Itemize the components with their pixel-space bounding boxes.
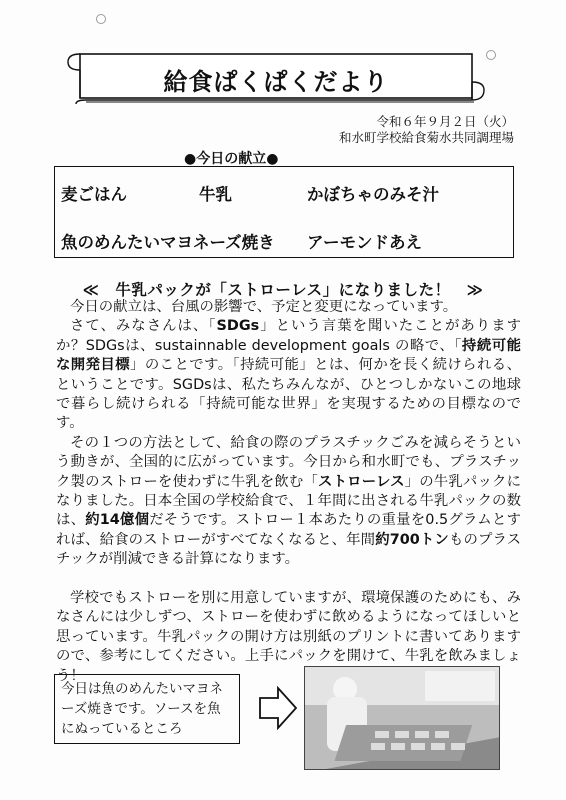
title-banner [66, 48, 486, 108]
text-span: 」という言葉を聞いたことがありますか？SDGsは、sustainnable development goals の略で、「 [56, 318, 521, 354]
newsletter-title: 給食ぱくぱくだより [163, 68, 389, 96]
text-span: さて、みなさんは、「 [70, 318, 217, 335]
article-title: ≪ 牛乳パックが「ストローレス」になりました！ ≫ [82, 281, 484, 299]
menu-heading: ●今日の献立● [184, 151, 279, 167]
text-span: 」のことです。「持続可能」とは、何かを長く続けられる、ということです。SGDsは、私たちみんなが、ひとつしかないこの地球で暮らし続けられる「持続可能な世界」を実現するための目標なのです。 [56, 357, 521, 432]
cooking-photo [304, 666, 500, 770]
text-span: 」の牛乳パックになりました。日本全国の学校給食で、１年間に出される牛乳パックの数は、 [56, 473, 521, 529]
menu-item: アーモンドあえ [307, 233, 423, 252]
emphasis-text: 約700トン [375, 531, 449, 548]
menu-item: 魚のめんたいマヨネーズ焼き [61, 233, 275, 252]
text-span: ものプラスチックが削減できる計算になります。 [56, 531, 521, 568]
paragraph [56, 317, 521, 433]
paragraph [56, 434, 521, 570]
paragraph: 今日の献立は、台風の影響で、予定と変更になっています。 [70, 299, 458, 315]
text-span: だそうです。ストロー１本あたりの重量を0.5グラムとすれば、給食のストローがすべてなくなると、年間 [56, 512, 521, 548]
binder-hole [486, 50, 496, 60]
organization-name: 和水町学校給食菊水共同調理場 [338, 130, 514, 145]
menu-item: 牛乳 [199, 185, 232, 204]
menu-item: 麦ごはん [61, 185, 127, 204]
article-body [56, 298, 521, 686]
photo-caption: 今日は魚のめんたいマヨネーズ焼きです。ソースを魚にぬっているところ [54, 674, 240, 744]
emphasis-text: SDGs [216, 318, 260, 335]
menu-box [54, 166, 514, 258]
text-span: その１つの方法として、給食の際のプラスチックごみを減らそうという動きが、全国的に広がっています。今日から和水町でも、プラスチック製のストローを使わずに牛乳を飲む「 [56, 434, 521, 490]
binder-hole [96, 14, 106, 24]
right-arrow-icon [258, 686, 298, 730]
emphasis-text: 約14億個 [85, 512, 150, 529]
emphasis-text: ストローレス [318, 473, 405, 490]
menu-item: かぼちゃのみそ汁 [307, 185, 439, 204]
paragraph: 学校でもストローを別に用意していますが、環境保護のためにも、みなさんには少しずつ、ストローを使わずに飲めるようになってほしいと思っています。牛乳パックの開け方は別紙のプリントに書いてありますので、参考にしてください。上手にパックを開けて、牛乳を飲みましょう！ [56, 590, 521, 684]
issue-date: 令和６年９月２日（火） [376, 114, 514, 129]
emphasis-text: 持続可能な開発目標 [56, 337, 521, 374]
